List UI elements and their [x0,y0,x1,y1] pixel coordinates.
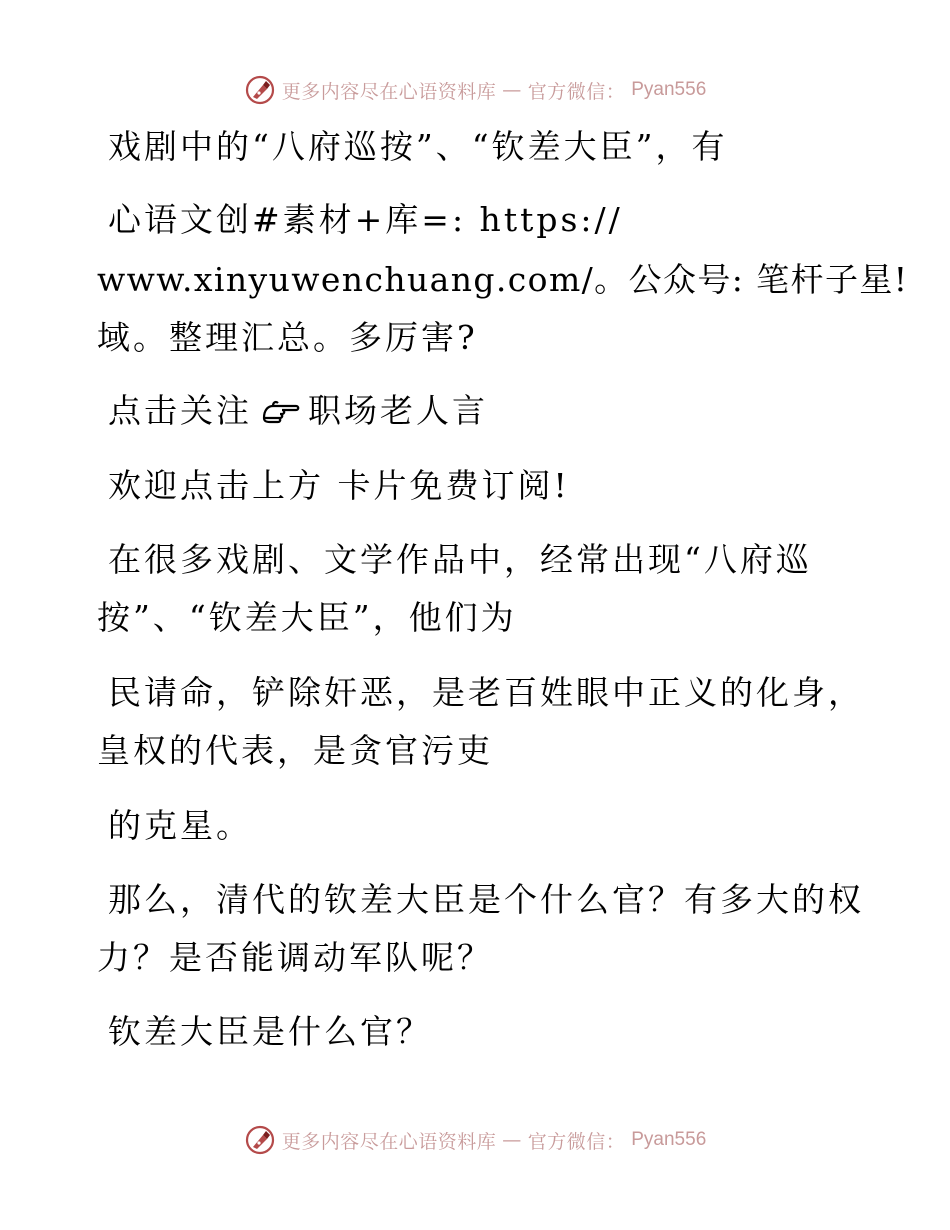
watermark-wechat-label: 官方微信： [527,1130,626,1153]
follow-account-name: 职场老人言 [308,391,488,430]
watermark-wechat-label: 官方微信： [527,80,626,103]
watermark-wechat-id: Pyan556 [631,79,707,100]
header-watermark [0,70,950,110]
pointing-hand-icon [260,396,302,426]
paragraph-works-line-2: 按”、“钦差大臣”，他们为 [97,598,517,637]
paragraph-source-line-2: www.xinyuwenchuang.com/。公众号: 笔杆子星! [97,260,909,299]
paragraph-question-line-1: 那么，清代的钦差大臣是个什么官？有多大的权 [108,880,864,919]
footer-watermark [0,1120,950,1160]
watermark-text: 更多内容尽在心语资料库 [281,80,497,103]
paragraph-justice-line-2: 皇权的代表，是贪官污吏 [97,731,493,770]
paragraph-justice-line-1: 民请命，铲除奸恶，是老百姓眼中正义的化身， [108,673,864,712]
paragraph-source-line-3: 域。整理汇总。多厉害? [97,318,478,357]
pen-nib-logo-icon [244,1124,276,1156]
section-heading: 钦差大臣是什么官？ [108,1012,432,1051]
watermark-dash: — [502,1129,522,1151]
paragraph-works-line-1: 在很多戏剧、文学作品中，经常出现“八府巡 [108,540,812,579]
paragraph-intro: 戏剧中的“八府巡按”、“钦差大臣”，有 [108,127,728,166]
watermark-dash: — [502,79,522,101]
watermark-wechat-id: Pyan556 [631,1129,707,1150]
paragraph-question-line-2: 力？是否能调动军队呢？ [97,938,493,977]
paragraph-subscribe: 欢迎点击上方 卡片免费订阅! [108,466,570,505]
watermark-text: 更多内容尽在心语资料库 [281,1130,497,1153]
follow-label: 点击关注 [108,391,252,430]
paragraph-nemesis: 的克星。 [108,806,252,845]
paragraph-source-line-1: 心语文创#素材+库=: https:// [108,200,623,239]
pen-nib-logo-icon [244,74,276,106]
paragraph-follow [108,391,488,431]
